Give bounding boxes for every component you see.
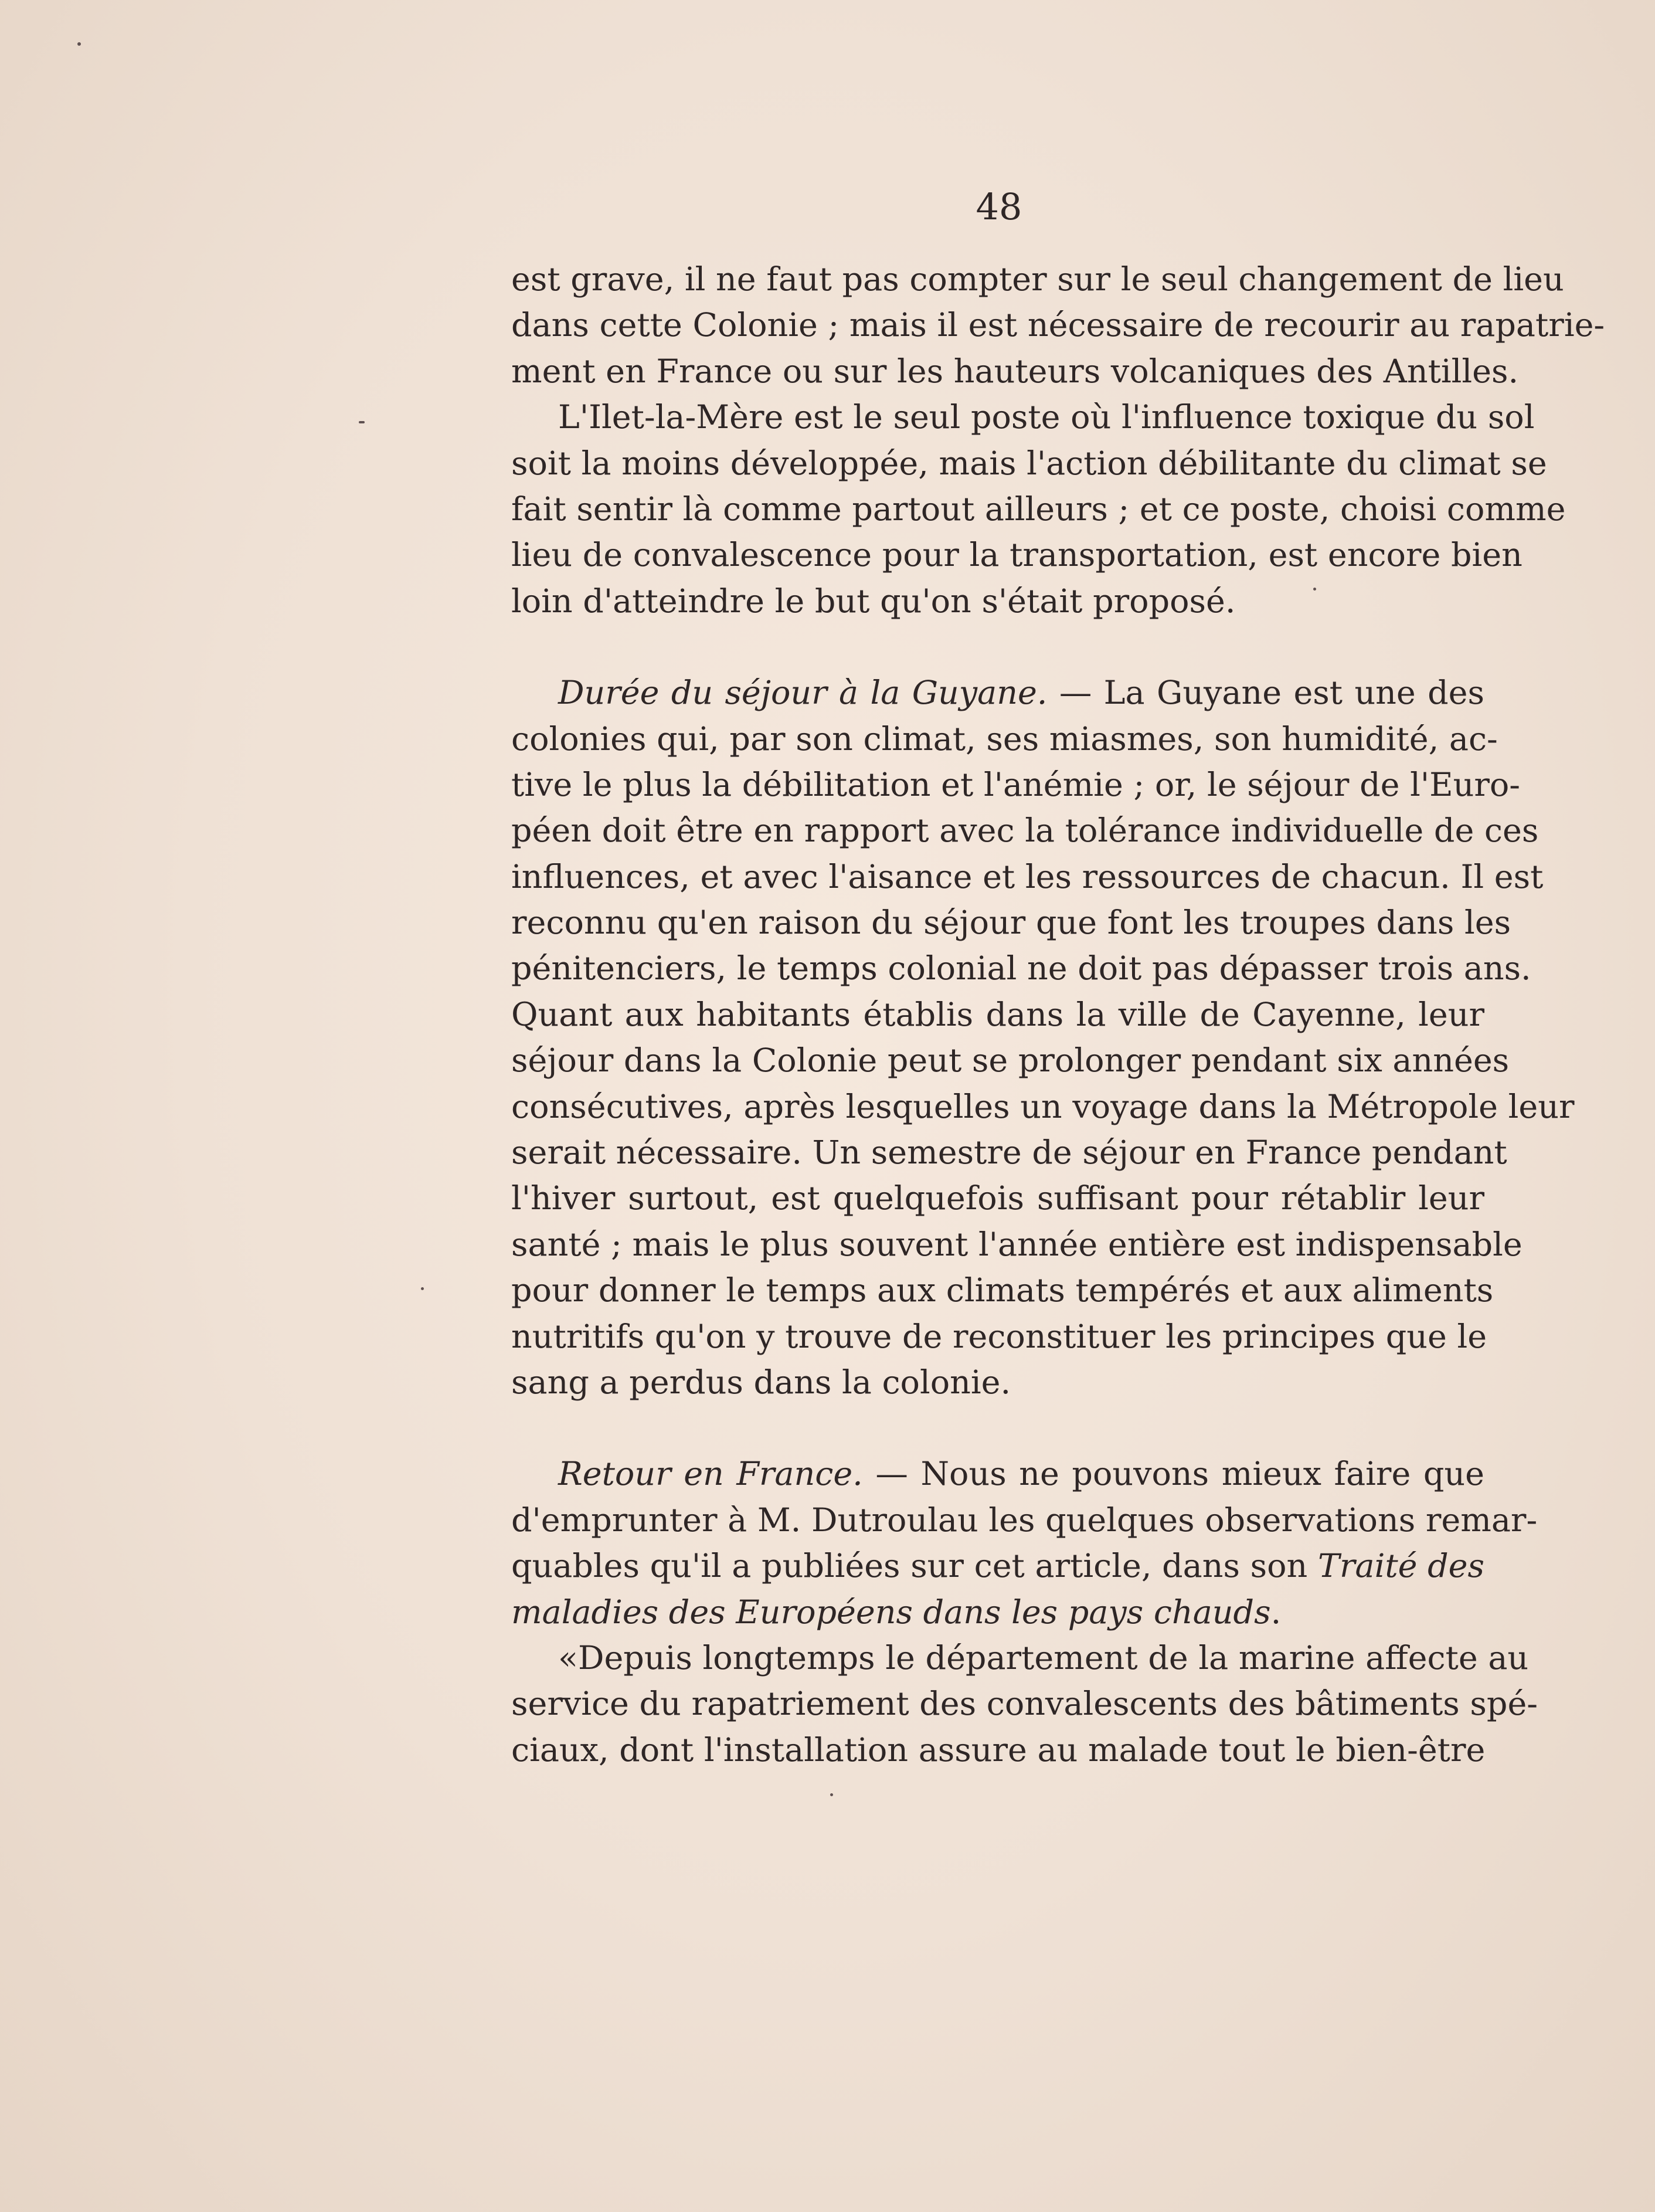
book-title-part: maladies des Européens dans les pays chauds xyxy=(511,1593,1271,1631)
section-text: — La Guyane est une des xyxy=(1047,674,1484,713)
text-line: influences, et avec l'aisance et les ressources de chacun. Il est xyxy=(511,857,1544,896)
text-line: pour donner le temps aux climats tempérés et aux aliments xyxy=(511,1271,1494,1310)
paragraph-gap xyxy=(511,1406,1484,1451)
text-line: l'hiver surtout, est quelquefois suffisant pour rétablir leur xyxy=(511,1179,1484,1218)
text-line: lieu de convalescence pour la transportation, est encore bien xyxy=(511,536,1523,575)
quote-line: service du rapatriement des convalescents des bâtiments spé- xyxy=(511,1685,1538,1724)
text-line: tive le plus la débilitation et l'anémie ; or, le séjour de l'Euro- xyxy=(511,765,1521,804)
text-line: loin d'atteindre le but qu'on s'était proposé. xyxy=(511,582,1236,620)
text-line: ment en France ou sur les hauteurs volcaniques des Antilles. xyxy=(511,352,1519,391)
text-line xyxy=(511,1590,1484,1636)
book-title-part: Traité des xyxy=(1317,1547,1485,1586)
text-line: serait nécessaire. Un semestre de séjour en France pendant xyxy=(511,1134,1507,1172)
section-heading-retour: Retour en France. xyxy=(558,1455,863,1494)
paper-speck xyxy=(77,42,81,46)
section-heading-line xyxy=(511,670,1484,716)
text-line: consécutives, après lesquelles un voyage dans la Métropole leur xyxy=(511,1087,1575,1126)
text-line: L'Ilet-la-Mère est le seul poste où l'influence toxique du sol xyxy=(558,398,1535,437)
text-line: péen doit être en rapport avec la tolérance individuelle de ces xyxy=(511,812,1539,850)
section-text: — Nous ne pouvons mieux faire que xyxy=(862,1455,1484,1494)
paper-speck xyxy=(1313,588,1316,591)
text-line: séjour dans la Colonie peut se prolonger pendant six années xyxy=(511,1041,1510,1080)
text-line: colonies qui, par son climat, ses miasmes, son humidité, ac- xyxy=(511,720,1498,758)
text-line: d'emprunter à M. Dutroulau les quelques observations remar- xyxy=(511,1501,1538,1539)
text-line: sang a perdus dans la colonie. xyxy=(511,1363,1011,1402)
body-text xyxy=(511,257,1605,1773)
text-line: santé ; mais le plus souvent l'année entière est indispensable xyxy=(511,1225,1523,1264)
section-heading-line xyxy=(511,1451,1484,1497)
text-line: soit la moins développée, mais l'action débilitante du climat se xyxy=(511,444,1547,483)
page-number: 48 xyxy=(976,185,1022,228)
text-line: reconnu qu'en raison du séjour que font les troupes dans les xyxy=(511,904,1511,942)
text-line: Quant aux habitants établis dans la ville de Cayenne, leur xyxy=(511,995,1484,1034)
quote-line: ciaux, dont l'installation assure au malade tout le bien-être xyxy=(511,1731,1486,1769)
text-line: fait sentir là comme partout ailleurs ; et ce poste, choisi comme xyxy=(511,490,1566,528)
paper-speck xyxy=(830,1793,833,1796)
text-line xyxy=(511,1543,1484,1589)
section-heading-duree: Durée du séjour à la Guyane. xyxy=(558,674,1048,713)
paper-speck xyxy=(421,1287,424,1290)
text-line: dans cette Colonie ; mais il est nécessaire de recourir au rapatrie- xyxy=(511,306,1605,345)
text-line: pénitenciers, le temps colonial ne doit pas dépasser trois ans. xyxy=(511,949,1531,988)
quote-line: «Depuis longtemps le département de la marine affecte au xyxy=(558,1638,1529,1677)
text-line: est grave, il ne faut pas compter sur le seul changement de lieu xyxy=(511,260,1564,298)
text-fragment: . xyxy=(1270,1593,1282,1631)
paragraph-gap xyxy=(511,625,1484,670)
text-fragment: quables qu'il a publiées sur cet article, dans son xyxy=(511,1547,1318,1586)
text-line: nutritifs qu'on y trouve de reconstituer les principes que le xyxy=(511,1317,1487,1356)
paper-speck xyxy=(359,421,365,423)
